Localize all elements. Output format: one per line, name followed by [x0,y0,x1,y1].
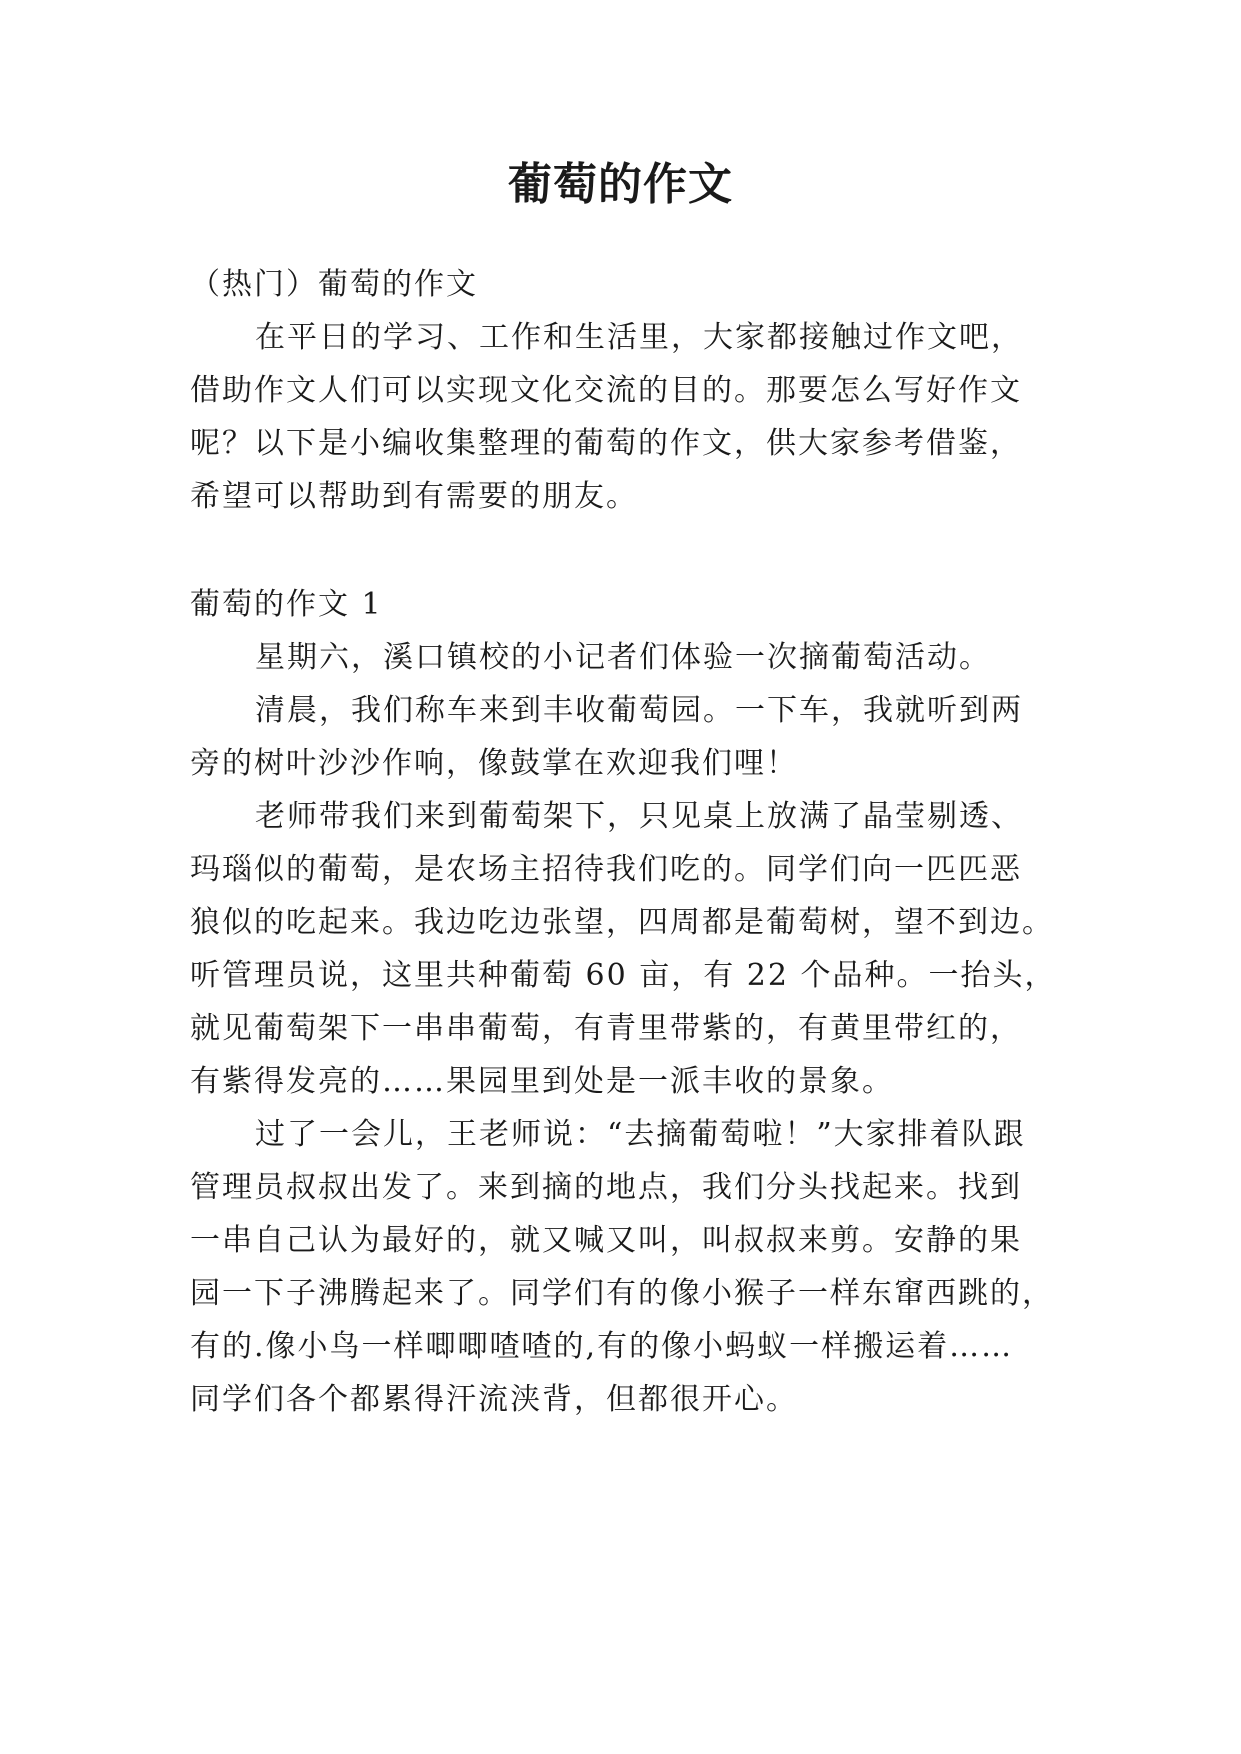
intro-line: 希望可以帮助到有需要的朋友。 [190,479,638,514]
intro-line: 呢？以下是小编收集整理的葡萄的作文，供大家参考借鉴， [190,426,1022,461]
body-line: 就见葡萄架下一串串葡萄，有青里带紫的，有黄里带红的， [190,1011,1022,1046]
section-heading: 葡萄的作文 1 [190,587,383,622]
body-line: 一串自己认为最好的，就又喊又叫，叫叔叔来剪。安静的果 [190,1223,1022,1258]
body-line: 管理员叔叔出发了。来到摘的地点，我们分头找起来。找到 [190,1170,1022,1205]
body-line: 有的.像小鸟一样唧唧喳喳的,有的像小蚂蚁一样搬运着…… [190,1329,1014,1364]
body-line: 园一下子沸腾起来了。同学们有的像小猴子一样东窜西跳的， [190,1276,1054,1311]
intro-line: 在平日的学习、工作和生活里，大家都接触过作文吧， [255,320,1023,355]
body-line: 老师带我们来到葡萄架下，只见桌上放满了晶莹剔透、 [255,799,1023,834]
intro-line: 借助作文人们可以实现文化交流的目的。那要怎么写好作文 [190,373,1022,408]
body-line: 狼似的吃起来。我边吃边张望，四周都是葡萄树，望不到边。 [190,905,1054,940]
body-line: 玛瑙似的葡萄，是农场主招待我们吃的。同学们向一匹匹恶 [190,852,1022,887]
body-line: 星期六，溪口镇校的小记者们体验一次摘葡萄活动。 [255,640,991,675]
subtitle: （热门）葡萄的作文 [190,267,478,302]
document-title: 葡萄的作文 [508,159,733,210]
body-line: 同学们各个都累得汗流浃背，但都很开心。 [190,1382,798,1417]
body-line: 过了一会儿，王老师说：“去摘葡萄啦！”大家排着队跟 [255,1117,1026,1152]
body-line: 听管理员说，这里共种葡萄 60 亩，有 22 个品种。一抬头， [190,958,1057,993]
body-line: 清晨，我们称车来到丰收葡萄园。一下车，我就听到两 [255,693,1023,728]
body-line: 旁的树叶沙沙作响，像鼓掌在欢迎我们哩！ [190,746,798,781]
body-line: 有紫得发亮的……果园里到处是一派丰收的景象。 [190,1064,894,1099]
